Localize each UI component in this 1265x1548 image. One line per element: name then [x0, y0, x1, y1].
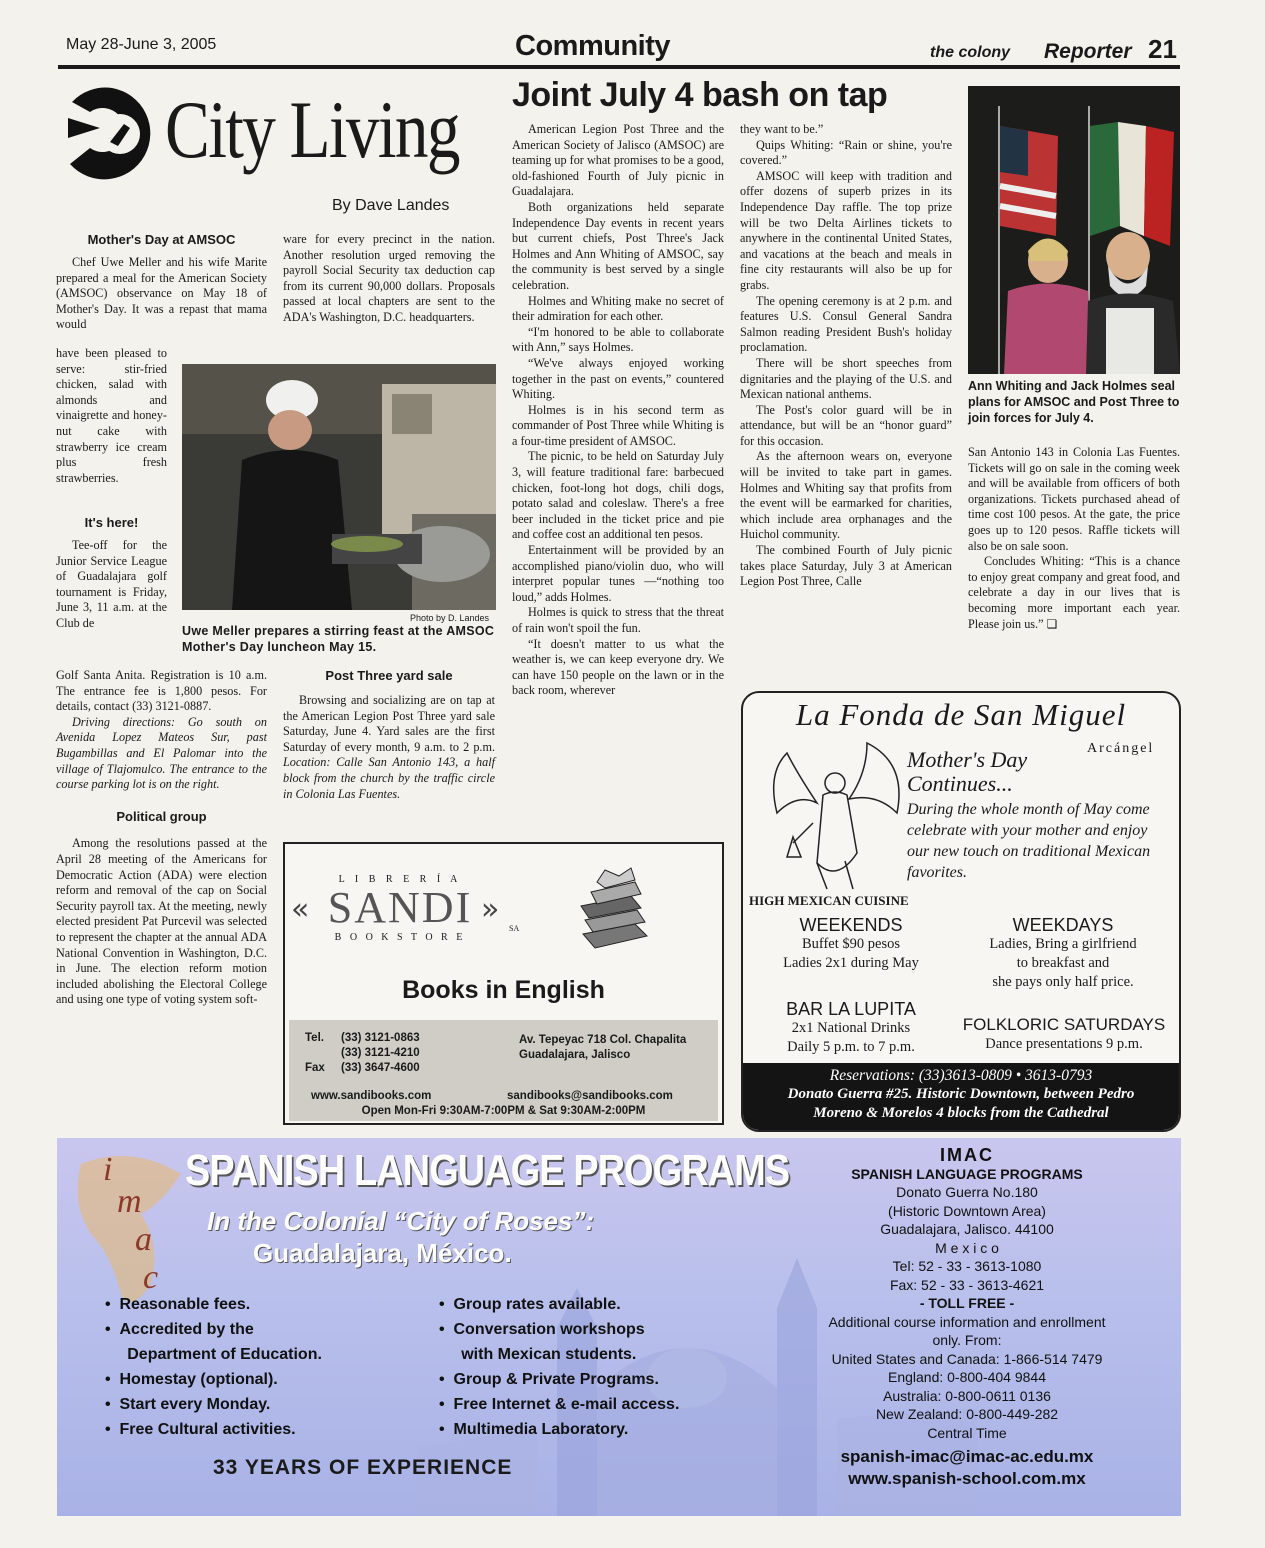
imac-bullet: • Group & Private Programs. — [439, 1371, 659, 1388]
yard-sale-section — [283, 668, 495, 802]
article-para: Both organizations held separate Independence Day events in recent years but current chiefs, Post Three's Jack Holmes and Ann Whiting of AMSOC, say the community is best served by a single celebration. — [512, 199, 724, 292]
article-para: Entertainment will be provided by an accomplished piano/violin duo, who will interpret popular tunes —“nothing too loud,” adds Holmes. — [512, 543, 724, 604]
imac-subtitle2: Guadalajara, México. — [253, 1238, 512, 1268]
fonda-arcangel: Arcángel — [1087, 741, 1155, 756]
article-para: Holmes is quick to stress that the threat of rain won't spoil the fun. — [512, 605, 724, 635]
fonda-bar-title: BAR LA LUPITA — [786, 999, 916, 1019]
sandi-tel1: (33) 3121-0863 — [341, 1032, 420, 1044]
article-para: The Post's color guard will be in attendance, but will be an “honor guard” for this occasion. — [740, 402, 952, 448]
imac-right-block — [757, 1146, 1177, 1490]
its-here-section — [56, 515, 167, 632]
yard-sale-location: Location: Calle San Antonio 143, a half block from the church by the traffic circle in Colonia Las Fuentes. — [283, 755, 495, 801]
imac-fax: Fax: 52 - 33 - 3613-4621 — [889, 1276, 1045, 1293]
sandi-bookstore-ad — [283, 842, 724, 1125]
political-text: Among the resolutions passed at the April 28 meeting of the Americans for Democratic Action (ADA) were election reform and removal of the cap on Social Security payroll tax. At the meeting, newly elected president Pat Purcevil was selected to represent the chapter at the annual ADA National Convention in Washington, D.C. in June. The election reform motion included abolishing the Electoral College and using one type of voting system soft- — [56, 836, 267, 1007]
city-living-col1-top — [56, 232, 267, 333]
imac-phone-line: Australia: 0-800-0611 0136 — [883, 1387, 1051, 1404]
paper-prefix: the colony — [930, 44, 1011, 61]
fonda-weekends-l1: Buffet $90 pesos — [801, 936, 900, 952]
imac-bullet: • Multimedia Laboratory. — [439, 1421, 629, 1438]
sandi-fax: (33) 3647-4600 — [341, 1062, 420, 1074]
imac-bullet: • Conversation workshops — [439, 1321, 645, 1338]
political-cont — [283, 232, 495, 326]
article-col3 — [968, 445, 1180, 632]
fonda-weekdays-title: WEEKDAYS — [1012, 915, 1114, 935]
chef-photo-caption: Uwe Meller prepares a stirring feast at the AMSOC Mother's Day luncheon May 15. — [182, 624, 495, 654]
fonda-folkloric-l1: Dance presentations 9 p.m. — [985, 1036, 1143, 1052]
imac-logo — [85, 1152, 195, 1302]
imac-right-subtitle: SPANISH LANGUAGE PROGRAMS — [851, 1165, 1083, 1182]
svg-text:i: i — [103, 1152, 113, 1188]
article-para: Quips Whiting: “Rain or shine, you're covered.” — [740, 137, 952, 168]
article-para: Holmes and Whiting make no secret of their admiration for each other. — [512, 293, 724, 324]
sandi-right-chevron: » — [481, 892, 500, 927]
sandi-website[interactable]: www.sandibooks.com — [311, 1090, 432, 1102]
imac-bullet: • Free Cultural activities. — [105, 1421, 296, 1438]
angel-icon — [757, 733, 909, 893]
imac-bullet: • Start every Monday. — [105, 1396, 271, 1413]
imac-email[interactable]: spanish-imac@imac-ac.edu.mx — [840, 1447, 1094, 1466]
fonda-weekdays-l1: Ladies, Bring a girlfriend — [989, 936, 1137, 952]
imac-bullet: • Free Internet & e-mail access. — [439, 1396, 680, 1413]
mothers-day-heading: Mother's Day at AMSOC — [87, 232, 236, 247]
political-heading: Political group — [116, 808, 207, 824]
imac-right-title: IMAC — [940, 1145, 994, 1165]
imac-bullet: • Accredited by the — [105, 1321, 254, 1338]
article-para: The combined Fourth of July picnic takes place Saturday, July 3 at American Legion Post Three, Calle — [740, 543, 952, 589]
article-para: San Antonio 143 in Colonia Las Fuentes. Tickets will go on sale in the coming week and will be available from officers of both organizations. Tickets purchased ahead of time cost 100 pesos. At the gate, the price goes up to 120 pesos. Raffle tickets will also be on sale soon. — [968, 445, 1180, 553]
svg-text:a: a — [135, 1221, 152, 1258]
imac-subtitle1: In the Colonial “City of Roses”: — [207, 1206, 595, 1236]
article-col2 — [740, 122, 952, 590]
article-para: they want to be.” — [740, 122, 824, 136]
flags-photo-caption: Ann Whiting and Jack Holmes seal plans for AMSOC and Post Three to join forces for July 4. — [968, 379, 1180, 425]
fonda-bar-l2: Daily 5 p.m. to 7 p.m. — [787, 1039, 915, 1055]
fonda-address2: Moreno & Morelos 4 blocks from the Cathedral — [813, 1105, 1109, 1121]
article-para: “We've always enjoyed working together in the past on events,” countered Whiting. — [512, 355, 724, 402]
imac-bullet: • Homestay (optional). — [105, 1371, 278, 1388]
imac-bullet: with Mexican students. — [461, 1346, 637, 1363]
chef-photo — [182, 364, 496, 610]
imac-experience: 33 YEARS OF EXPERIENCE — [213, 1456, 513, 1479]
imac-bullet: • Reasonable fees. — [105, 1296, 251, 1313]
article-col1 — [512, 122, 724, 699]
imac-phone-line: New Zealand: 0-800-449-282 — [875, 1406, 1059, 1422]
yard-sale-text: Browsing and socializing are on tap at the American Legion Post Three yard sale Saturday, June 4. Yard sales are the first Saturday of every month, 9 a.m. to 2 p.m. Location: Calle San Antonio 143, a half block from the church by the traffic circle in Colonia Las Fuentes. — [283, 693, 495, 801]
fonda-name: La Fonda de San Miguel — [795, 697, 1127, 732]
article-para: “It doesn't matter to us what the weather is, we can keep everyone dry. We can have 150 people on the lawn or in the back room, wherever — [512, 636, 724, 698]
flags-photo — [968, 86, 1180, 374]
imac-tollfree: - TOLL FREE - — [919, 1295, 1015, 1311]
paper-name: Reporter — [1044, 40, 1132, 63]
mothers-day-text-cont — [56, 346, 167, 486]
article-para: AMSOC will keep with tradition and offer dozens of superb prizes in its Independence Day raffle. The top prize will be two Delta Airlines tickets to anywhere in the continental United States, and vacations at the beach and meals in fine city restaurants will also be up for grabs. — [740, 168, 952, 292]
article-para: The opening ceremony is at 2 p.m. and features U.S. Consul General Sandra Salmon reading President Bush's holiday proclamation. — [740, 293, 952, 355]
sandi-bookstore-label: B O O K S T O R E — [334, 932, 466, 943]
imac-phone-line: England: 0-800-404 9844 — [887, 1369, 1047, 1385]
fonda-weekends-l2: Ladies 2x1 during May — [783, 955, 919, 971]
byline: By Dave Landes — [332, 197, 450, 214]
article-para: As the afternoon wears on, everyone will be invited to take part in games. Holmes and Whiting say that profits from the event will be earmarked for charities, which include area orphanages and the Huichol community. — [740, 449, 952, 542]
imac-website[interactable]: www.spanish-school.com.mx — [848, 1469, 1086, 1488]
sandi-tel2: (33) 3121-4210 — [341, 1047, 420, 1059]
svg-text:c: c — [143, 1259, 159, 1296]
yard-sale-heading: Post Three yard sale — [325, 668, 453, 683]
article-para: American Legion Post Three and the American Society of Jalisco (AMSOC) are teaming up for what promises to be a good, old-fashioned Fourth of July picnic in Guadalajara. — [512, 122, 724, 199]
fonda-address1: Donato Guerra #25. Historic Downtown, between Pedro — [787, 1086, 1135, 1102]
city-living-title: City Living — [165, 84, 459, 175]
sandi-hours: Open Mon-Fri 9:30AM-7:00PM & Sat 9:30AM-2:00PM — [361, 1105, 646, 1117]
svg-text:m: m — [117, 1183, 142, 1220]
fonda-folkloric-title: FOLKLORIC SATURDAYS — [962, 1015, 1166, 1034]
section-title: Community — [515, 30, 670, 62]
imac-phone-line: United States and Canada: 1-866-514 7479 — [831, 1350, 1103, 1367]
article-para: Holmes is in his second term as commander of Post Three while Whiting is a four-time president of AMSOC. — [512, 402, 724, 448]
fonda-weekdays-l3: she pays only half price. — [992, 974, 1134, 990]
imac-central-time: Central Time — [927, 1424, 1007, 1441]
its-here-cont — [56, 668, 267, 1008]
sandi-tagline: Books in English — [402, 976, 605, 1004]
imac-info-line: only. From: — [932, 1332, 1002, 1348]
imac-bullet: Department of Education. — [127, 1346, 322, 1363]
imac-address-line: Guadalajara, Jalisco. 44100 — [880, 1221, 1054, 1237]
sandi-tel-label: Tel. — [305, 1032, 324, 1044]
imac-address-line: (Historic Downtown Area) — [888, 1202, 1046, 1219]
la-fonda-ad — [741, 691, 1181, 1132]
imac-bullet: • Group rates available. — [439, 1296, 621, 1313]
fonda-weekdays-l2: to breakfast and — [1016, 955, 1110, 971]
imac-ad — [57, 1138, 1181, 1516]
its-here-text: Tee-off for the Junior Service League of Guadalajara golf tournament is Friday, June 3, 11 a.m. at the Club de — [56, 538, 167, 630]
its-here-text-2: Golf Santa Anita. Registration is 10 a.m. The entrance fee is 1,800 pesos. For details, contact (33) 3121-0887. — [56, 668, 267, 714]
article-para: There will be short speeches from dignitaries and the playing of the U.S. and Mexican national anthems. — [740, 355, 952, 402]
imac-tel: Tel: 52 - 33 - 3613-1080 — [892, 1258, 1042, 1274]
page-number: 21 — [1148, 34, 1177, 64]
mothers-day-text: Chef Uwe Meller and his wife Marite prepared a meal for the American Society (AMSOC) observance on May 18 of Mother's Day. It was a repast that mama would — [56, 255, 267, 332]
fonda-headline1: Mother's Day — [907, 747, 1028, 772]
driving-directions: Driving directions: Go south on Avenida Lopez Mateos Sur, past Bugambillas and El Palomar into the village of Tlajomulco. The entrance to the course parking lot is on the right. — [56, 714, 267, 792]
books-stack-icon — [575, 864, 655, 954]
chef-photo-credit: Photo by D. Landes — [410, 613, 490, 623]
imac-address-line: M e x i c o — [935, 1239, 999, 1256]
fonda-bar-l1: 2x1 National Drinks — [791, 1020, 911, 1036]
sandi-address1: Av. Tepeyac 718 Col. Chapalita — [519, 1034, 687, 1046]
imac-title: SPANISH LANGUAGE PROGRAMS — [185, 1146, 790, 1195]
sandi-libreria: L I B R E R Í A — [338, 874, 462, 885]
article-para: The picnic, to be held on Saturday July 3, will feature traditional fare: barbecued chicken, foot-long hot dogs, chili dogs, potato salad and coleslaw. There's a free beer included in the ticket price and pie and coffee cost an additional ten pesos. — [512, 449, 724, 542]
sandi-fax-label: Fax — [305, 1062, 325, 1074]
sandi-sa: SA — [509, 924, 520, 933]
city-living-logo-icon — [60, 82, 164, 188]
article-headline: Joint July 4 bash on tap — [512, 76, 888, 114]
imac-left-bullets — [105, 1292, 322, 1442]
article-para: Concludes Whiting: “This is a chance to enjoy great company and great food, and celebrate a day in our lives that is becoming more important each year. Please join us.” ❏ — [968, 554, 1180, 631]
masthead-date: May 28-June 3, 2005 — [66, 36, 217, 53]
fonda-cuisine: HIGH MEXICAN CUISINE — [749, 893, 909, 908]
political-text-2: ware for every precinct in the nation. Another resolution urged removing the payroll Social Security tax deduction cap from its current 90,000 dollars. Proposals passed at local chapters are sent to the ADA's Washington, D.C. headquarters. — [283, 232, 495, 324]
article-para: “I'm honored to be able to collaborate with Ann,” says Holmes. — [512, 324, 724, 355]
fonda-description: During the whole month of May come celebrate with your mother and enjoy our new touch on traditional Mexican favorites. — [907, 801, 1151, 881]
mothers-day-text-2: have been pleased to serve: stir-fried chicken, salad with almonds and vinaigrette and honey-nut cake with strawberry ice cream plus fresh strawberries. — [56, 346, 167, 485]
sandi-name: SANDI — [327, 883, 473, 932]
sandi-address2: Guadalajara, Jalisco — [519, 1049, 631, 1061]
sandi-email[interactable]: sandibooks@sandibooks.com — [507, 1090, 673, 1102]
its-here-heading: It's here! — [84, 515, 139, 530]
fonda-weekends-title: WEEKENDS — [799, 915, 903, 935]
imac-info-line: Additional course information and enrollment — [828, 1313, 1106, 1330]
sandi-left-chevron: « — [291, 892, 310, 927]
imac-address-line: Donato Guerra No.180 — [896, 1184, 1038, 1200]
fonda-reservations: Reservations: (33)3613-0809 • 3613-0793 — [829, 1067, 1093, 1084]
header-rule — [58, 65, 1180, 69]
fonda-headline2: Continues... — [907, 771, 1013, 796]
imac-right-bullets — [439, 1292, 679, 1442]
